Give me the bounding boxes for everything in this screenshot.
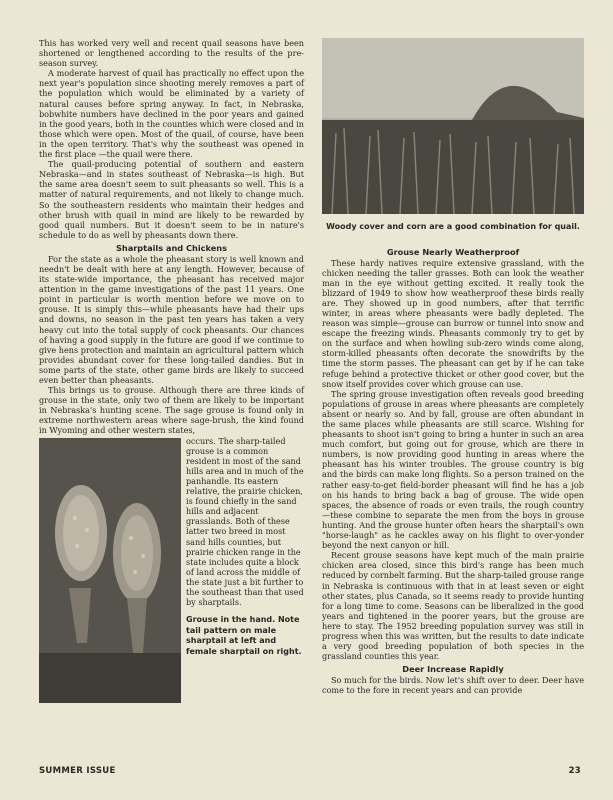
right-column xyxy=(322,38,584,695)
section-heading: Deer Increase Rapidly xyxy=(402,664,504,675)
grouse-photo xyxy=(39,438,181,703)
paragraph: These hardy natives require extensive grassland, with the chicken needing the taller grasses. Both can look the weather man in the eye without getting excited. It really took the blizzard of 1949 to show how weatherproof these birds really are. They showed up in good numbers, after that terrific winter, in areas where pheasants were badly depleted. The reason was simple—grouse can burrow or tunnel into snow and escape the freezing winds. Pheasants commonly try to get by on the surface and when howling sub-zero winds come along, storm-killed pheasants often decorate the snowdrifts by the time the storm passes. The pheasant can get by if he can take refuge behind a protective thicket or other good cover, but the snow itself provides cover which grouse can use. xyxy=(322,257,584,389)
quail-cover-photo xyxy=(322,38,584,214)
paragraph: So much for the birds. Now let's shift over to deer. Deer have come to the fore in recent years and can provide xyxy=(322,675,584,696)
issue-label: SUMMER ISSUE xyxy=(39,766,116,776)
paragraph: This brings us to grouse. Although there are three kinds of grouse in the state, only two of them are likely to be important in Nebraska's hunting scene. The sage grouse is found only in extreme northwestern areas where sage-brush, the kind found in Wyoming and other western states, xyxy=(39,385,304,436)
wrap-text-column xyxy=(186,436,304,703)
paragraph: For the state as a whole the pheasant story is well known and needn't be dealt with here at any length. However, because of its state-wide importance, the pheasant has received major attention in the game investigations of the past 11 years. One point in particular is worth mention before we move on to grouse. It is simply this—while pheasants have had their ups and downs, no season in the past ten years has taken a very heavy cut into the total supply of cock pheasants. Our chances of having a good supply in the future are good if we continue to give hens protection and maintain an agricultural pattern which provides abundant cover for these long-tailed dandies. But in some parts of the state, other game birds are likely to succeed even better than pheasants. xyxy=(39,253,304,385)
paragraph: The spring grouse investigation often reveals good breeding populations of grouse in areas where pheasants are completely absent or nearly so. And by fall, grouse are often abundant in the same places while pheasants are still scarce. Wishing for pheasants to shoot isn't going to bring a hunter in such an area much comfort, but going out for grouse, which are there in numbers, is now providing good hunting in areas where the pheasant has his winter troubles. The grouse country is big and the birds can make long flights. So a person trained on the rather easy-to-get field-border pheasant will find he has a job on his hands to bring back a bag of grouse. The wide open spaces, the absence of roads or even trails, the rough country—these combine to separate the men from the boys in grouse hunting. And the grouse hunter often hears the sharptail's own "horse-laugh" as he cackles away on his flight to over-yonder beyond the next canyon or hill. xyxy=(322,388,584,551)
paragraph: occurs. The sharp-tailed grouse is a common resident in most of the sand hills area and in much of the panhandle. Its eastern relative, the prairie chicken, is found chiefly in the sand hills and adjacent grasslands. Both of these latter two breed in most sand hills counties, but prairie chicken range in the state includes quite a block of land across the middle of the state just a bit further to the southeast than that used by sharptails. xyxy=(186,435,304,608)
photo-wrap-block xyxy=(39,436,304,703)
page-number: 23 xyxy=(568,766,581,776)
photo-caption: Woody cover and corn are a good combination for quail. xyxy=(326,222,580,231)
paragraph: Recent grouse seasons have kept much of the main prairie chicken area closed, since this bird's range has been much reduced by cornbelt farming. But the sharp-tailed grouse range in Nebraska is continuous with that in at least seven or eight other states, plus Canada, so it seems ready to provide hunting for a long time to come. Seasons can be liberalized in the good years and tightened in the poorer years, but the grouse are here to stay. The 1952 breeding population survey was still in progress when this was written, but the results to date indicate a very good breeding population of both species in the grassland counties this year. xyxy=(322,550,584,662)
grouse-illustration xyxy=(39,438,181,703)
left-column xyxy=(39,38,304,703)
field-illustration xyxy=(322,38,584,214)
photo-caption: Grouse in the hand. Note tail pattern on male sharptail at left and female sharptail on right. xyxy=(186,615,302,656)
section-heading: Grouse Nearly Weatherproof xyxy=(386,246,520,257)
paragraph: A moderate harvest of quail has practically no effect upon the next year's population since shooting merely removes a part of the population which would be eliminated by a variety of natural causes before spring anyway. In fact, in Nebraska, bobwhite numbers have declined in the poor years and gained in the good years, both in the counties which were closed and in those which were open. Most of the quail, of course, have been in the open territory. That's why the southeast was opened in the first place —the quail were there. xyxy=(39,68,305,160)
section-heading: Sharptails and Chickens xyxy=(116,242,227,253)
paragraph: The quail-producing potential of southern and eastern Nebraska—and in states southeast of Nebraska—is high. But the same area doesn't seem to suit pheasants so well. This is a matter of natural requirements, and not likely to change much. So the southeastern residents who maintain their hedges and other brush with quail in mind are likely to be rewarded by good quail numbers. But it doesn't seem to be in nature's schedule to do as well by pheasants down there. xyxy=(39,159,304,240)
paragraph: This has worked very well and recent quail seasons have been shortened or lengthened according to the results of the pre-season survey. xyxy=(39,38,304,69)
